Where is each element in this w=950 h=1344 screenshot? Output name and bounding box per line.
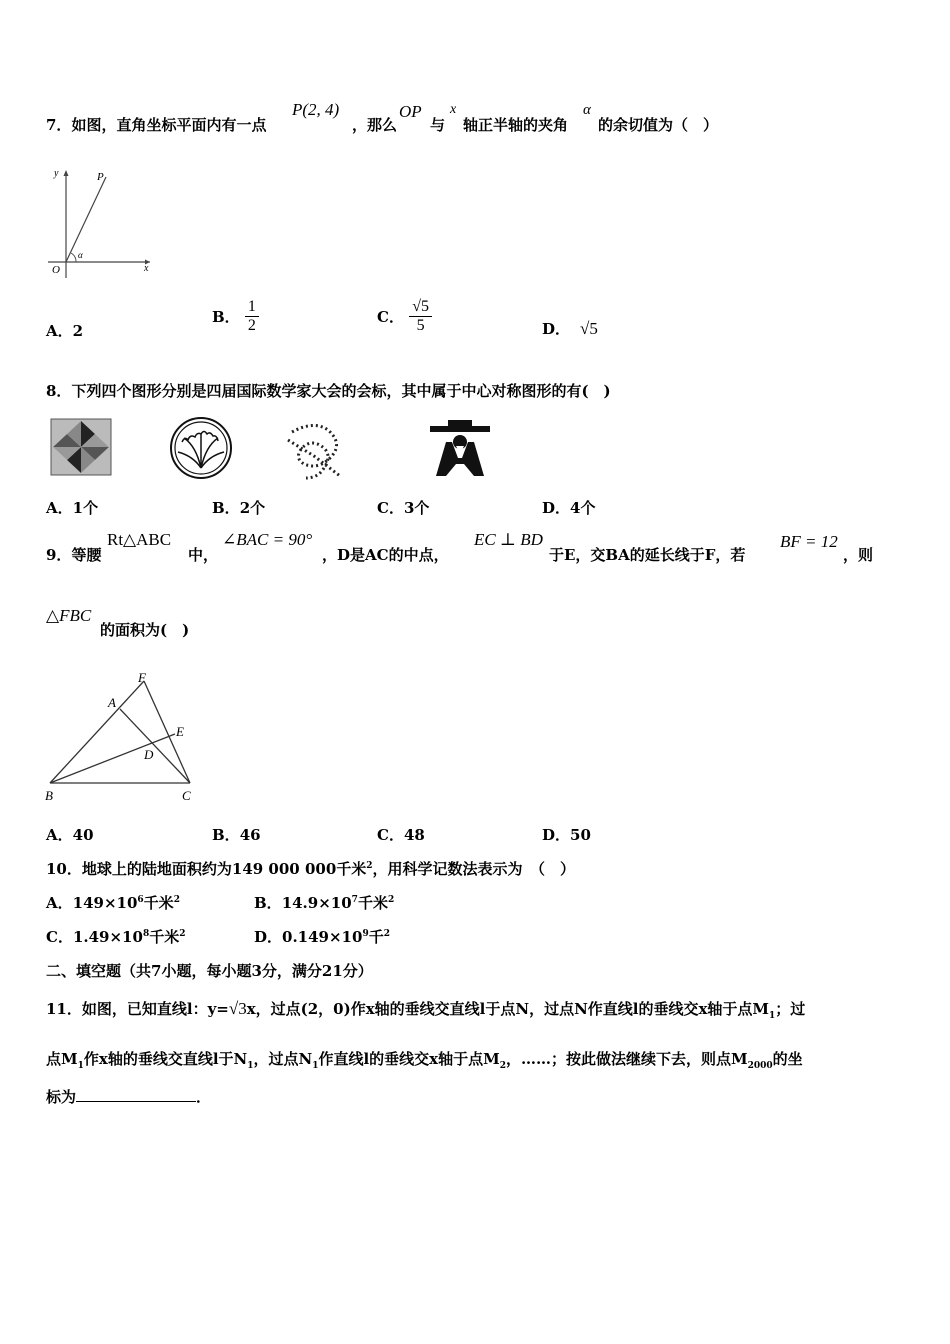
angle-arc xyxy=(71,253,76,262)
ray-op xyxy=(66,177,106,262)
q8-option-c[interactable]: C．3个 xyxy=(377,499,430,517)
q9-option-b[interactable]: B．46 xyxy=(212,826,261,844)
q7-option-d[interactable]: D． √5 xyxy=(542,319,598,338)
origin-label: O xyxy=(52,264,60,276)
q7-option-a[interactable]: A．2 xyxy=(46,322,84,340)
q9-t6: 的面积为( ) xyxy=(100,621,190,639)
q9-option-c[interactable]: C．48 xyxy=(377,826,425,844)
segment-ac xyxy=(120,709,190,783)
logo-3-dotted-knot xyxy=(284,418,348,482)
q7-figure xyxy=(44,160,164,280)
segment-bf xyxy=(50,681,144,783)
logo-1-pinwheel xyxy=(50,418,112,476)
section-2-title: 二、填空题（共7小题，每小题3分，满分21分） xyxy=(46,962,373,980)
q8-stem: 8．下列四个图形分别是四届国际数学家大会的会标，其中属于中心对称图形的有( ) xyxy=(46,382,611,400)
q11-line-3: 标为 ． xyxy=(46,1088,212,1106)
q7-axis-x: x xyxy=(450,102,457,117)
q7-text3: 与 xyxy=(430,116,446,134)
q9-triangle-abc: Rt△ABC xyxy=(107,530,172,549)
q8-option-d[interactable]: D．4个 xyxy=(542,499,596,517)
q10-option-b[interactable]: B．$14.9\times 10^7$千米$^2$ xyxy=(254,894,395,912)
logo-2-circle-fan xyxy=(168,416,234,480)
q9-bf: BF = 12 xyxy=(780,532,838,551)
q9-stem-start: 9．等腰 xyxy=(46,546,102,564)
q10-option-d[interactable]: D．$0.149\times 10^9$千$^2$ xyxy=(254,928,390,946)
label-b: B xyxy=(45,788,53,803)
q11-line-1: 11．如图，已知直线l：y=√3x，过点(2，0)作x轴的垂线交直线l于点N，过点N作直线l的垂线交x轴于点$M_1$；过 xyxy=(46,999,806,1021)
q9-t2: 中， xyxy=(188,546,219,564)
q8-option-a[interactable]: A．1个 xyxy=(46,499,99,517)
y-axis-arrow xyxy=(64,170,69,176)
q9-angle-bac: ∠BAC = 90° xyxy=(222,530,313,549)
q9-option-d[interactable]: D．50 xyxy=(542,826,591,844)
q10-option-c[interactable]: C．$1.49\times 10^8$千米$^2$ xyxy=(46,928,186,946)
q7-seg-op: OP xyxy=(399,102,422,121)
label-c: C xyxy=(182,788,191,803)
q7-option-b[interactable]: B． $\frac{1}{2}$ xyxy=(212,298,259,335)
y-label: y xyxy=(54,168,59,179)
q7-text2: ，那么 xyxy=(352,116,398,134)
q7-alpha: α xyxy=(583,102,591,118)
q10-option-a[interactable]: A．$149\times 10^6$千米$^2$ xyxy=(46,894,180,912)
q7-point-p: P(2, 4) xyxy=(292,100,340,119)
q9-triangle-fbc: △FBC xyxy=(46,606,92,625)
q7-text4: 轴正半轴的夹角 xyxy=(463,116,569,134)
q7-text5: 的余切值为（ ） xyxy=(598,116,719,134)
q9-t3: ，D是AC的中点， xyxy=(322,546,449,564)
q11-line-2: 点$M_1$作x轴的垂线交直线l于$N_1$，过点$N_1$作直线l的垂线交x轴于点$M_2$，……；按此做法继续下去，则点$M_{2000}$的坐 xyxy=(46,1050,803,1071)
answer-blank[interactable] xyxy=(76,1087,196,1102)
logo-4-figure xyxy=(428,418,492,480)
label-d: D xyxy=(144,747,154,762)
label-e: E xyxy=(176,724,184,739)
q7-option-c[interactable]: C． $\frac{√5}{5}$ xyxy=(377,298,432,335)
q8-option-b[interactable]: B．2个 xyxy=(212,499,266,517)
q9-figure xyxy=(42,665,202,810)
q9-perp: EC ⊥ BD xyxy=(474,530,543,549)
x-label: x xyxy=(144,263,149,274)
label-f: F xyxy=(138,670,146,685)
q9-t5: ，则 xyxy=(843,546,874,564)
segment-be xyxy=(50,734,175,783)
label-a: A xyxy=(108,695,116,710)
q7-stem: 7．如图，直角坐标平面内有一点 xyxy=(46,116,267,134)
q9-t4: 于E，交BA的延长线于F，若 xyxy=(549,546,746,564)
point-p-label: P xyxy=(97,171,104,183)
q9-option-a[interactable]: A．40 xyxy=(46,826,94,844)
alpha-label: α xyxy=(78,250,83,260)
q10-stem: 10．地球上的陆地面积约为149 000 000千米$^2$，用科学记数法表示为 （ ） xyxy=(46,860,576,878)
